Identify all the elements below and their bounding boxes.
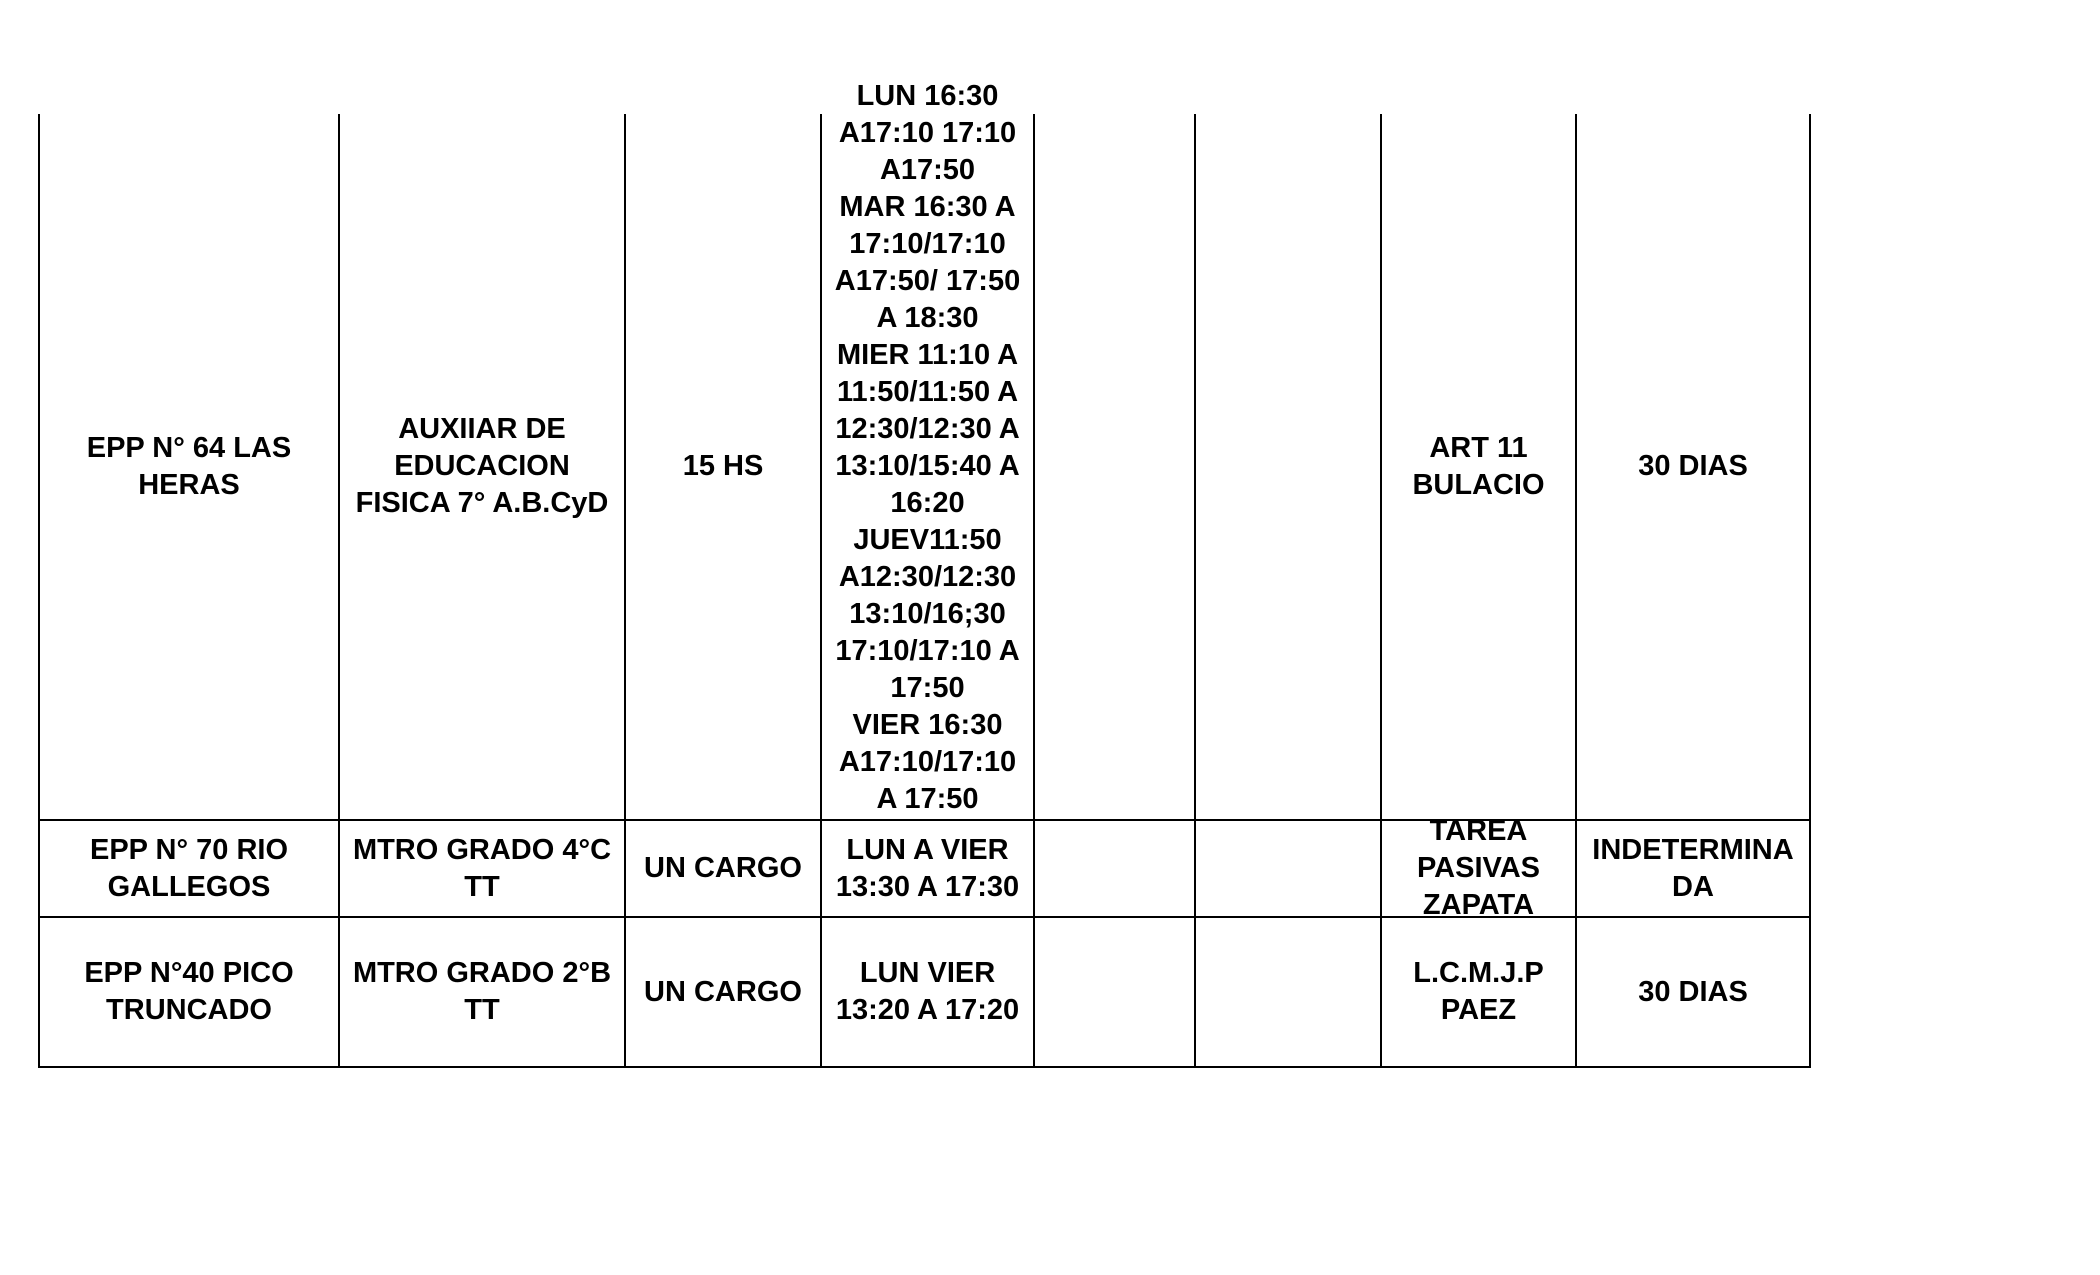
schedule-line: 16:20 bbox=[890, 487, 965, 519]
schedule-line: JUEV11:50 bbox=[853, 524, 1002, 556]
schedule-line: MAR 16:30 A bbox=[839, 191, 1016, 223]
position-cell bbox=[339, 820, 625, 917]
schedule-line: A 18:30 bbox=[876, 302, 979, 334]
position-text: AUXIIAR DE bbox=[398, 413, 566, 445]
schedule-line: 17:50 bbox=[890, 672, 965, 704]
hours-text: UN CARGO bbox=[644, 852, 802, 884]
hours-cell bbox=[625, 820, 821, 917]
table-row bbox=[39, 114, 1810, 820]
schedule-line: LUN A VIER bbox=[846, 833, 1009, 866]
schedule-cell bbox=[821, 917, 1034, 1067]
empty-cell bbox=[1195, 820, 1381, 917]
reason-cell bbox=[1381, 114, 1576, 820]
position-text: TT bbox=[464, 870, 500, 903]
school-cell bbox=[39, 114, 339, 820]
empty-cell bbox=[1195, 114, 1381, 820]
school-text: EPP N° 70 RIO bbox=[89, 833, 289, 866]
school-text: EPP N° 64 LAS bbox=[86, 431, 292, 464]
document-page bbox=[38, 80, 1809, 1068]
hours-text: 15 HS bbox=[682, 450, 764, 482]
empty-cell bbox=[1195, 917, 1381, 1067]
school-text: HERAS bbox=[138, 468, 240, 501]
position-text: MTRO GRADO 2°B bbox=[352, 957, 612, 989]
position-text: EDUCACION bbox=[394, 450, 570, 482]
reason-text: BULACIO bbox=[1412, 468, 1545, 501]
reason-text: L.C.M.J.P bbox=[1413, 957, 1544, 989]
reason-clip bbox=[1384, 815, 1573, 921]
duration-text: 30 DIAS bbox=[1638, 975, 1748, 1008]
hours-text: UN CARGO bbox=[644, 975, 802, 1008]
schedule-line: A17:10/17:10 bbox=[838, 746, 1017, 778]
school-cell bbox=[39, 917, 339, 1067]
schedule-line: A17:50/ 17:50 bbox=[834, 265, 1021, 297]
school-text: GALLEGOS bbox=[107, 870, 271, 903]
schedule-cell bbox=[821, 80, 1034, 820]
school-cell bbox=[39, 820, 339, 917]
reason-text: ART 11 bbox=[1429, 431, 1528, 464]
empty-cell bbox=[1034, 820, 1195, 917]
schedule-line: 13:30 A 17:30 bbox=[835, 870, 1020, 903]
schedule-line: 11:50/11:50 A bbox=[836, 376, 1019, 408]
duration-text: DA bbox=[1672, 870, 1714, 903]
schedule-line: A17:50 bbox=[879, 154, 976, 186]
duration-text: INDETERMINA bbox=[1592, 833, 1794, 866]
schedule-line: A12:30/12:30 bbox=[838, 561, 1017, 593]
schedule-line: MIER 11:10 A bbox=[836, 339, 1019, 371]
schedule-clip bbox=[824, 80, 1031, 819]
school-text: TRUNCADO bbox=[106, 994, 272, 1026]
position-cell bbox=[339, 917, 625, 1067]
table-row bbox=[39, 820, 1810, 917]
schedule-line: 17:10/17:10 bbox=[849, 228, 1006, 260]
school-text: EPP N°40 PICO bbox=[84, 957, 294, 989]
assignments-table bbox=[38, 80, 1811, 1068]
duration-cell bbox=[1576, 114, 1810, 820]
reason-cell bbox=[1381, 815, 1576, 921]
schedule-line: LUN 16:30 bbox=[856, 80, 999, 112]
schedule-line: 12:30/12:30 A bbox=[835, 413, 1020, 445]
schedule-line: 13:10/16;30 bbox=[849, 598, 1006, 630]
duration-cell bbox=[1576, 917, 1810, 1067]
reason-text: PASIVAS bbox=[1416, 852, 1540, 884]
schedule-line: LUN VIER bbox=[859, 957, 996, 989]
schedule-line: VIER 16:30 bbox=[852, 709, 1003, 741]
hours-cell bbox=[625, 917, 821, 1067]
empty-cell bbox=[1034, 917, 1195, 1067]
reason-text: ZAPATA bbox=[1422, 889, 1535, 921]
schedule-line: 17:10/17:10 A bbox=[835, 635, 1020, 667]
position-text: TT bbox=[464, 994, 500, 1026]
reason-cell bbox=[1381, 917, 1576, 1067]
schedule-line: A17:10 17:10 bbox=[838, 117, 1017, 149]
schedule-line: 13:20 A 17:20 bbox=[835, 994, 1020, 1026]
hours-cell bbox=[625, 114, 821, 820]
schedule-line: A 17:50 bbox=[876, 783, 979, 815]
schedule-lines bbox=[824, 78, 1031, 818]
schedule-cell bbox=[821, 820, 1034, 917]
duration-text: 30 DIAS bbox=[1638, 450, 1748, 482]
reason-text: PAEZ bbox=[1440, 994, 1517, 1026]
empty-cell bbox=[1034, 114, 1195, 820]
position-cell bbox=[339, 114, 625, 820]
schedule-line: 13:10/15:40 A bbox=[835, 450, 1020, 482]
position-text: MTRO GRADO 4°C bbox=[352, 833, 612, 866]
table-row bbox=[39, 917, 1810, 1067]
reason-text: TAREA bbox=[1429, 815, 1528, 847]
duration-cell bbox=[1576, 820, 1810, 917]
position-text: FISICA 7° A.B.CyD bbox=[355, 487, 609, 519]
